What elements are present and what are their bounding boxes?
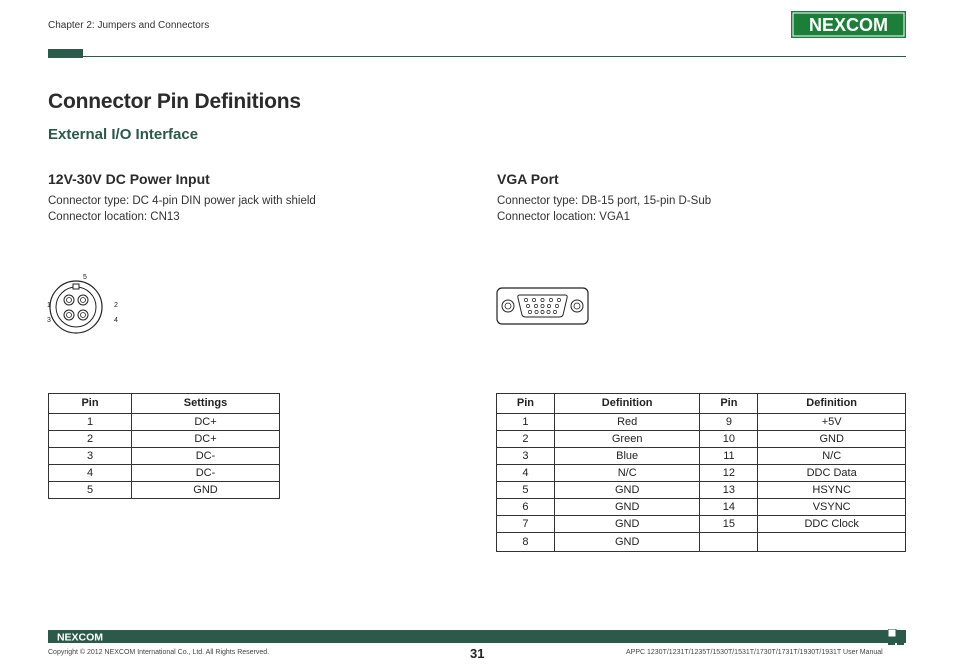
table-cell: 2 xyxy=(497,431,555,448)
logo-text: NEXCOM xyxy=(808,15,889,35)
table-cell xyxy=(758,533,906,552)
table-row xyxy=(497,533,906,552)
vga-connector-type: Connector type: DB-15 port, 15-pin D-Sub xyxy=(497,195,712,207)
table-cell: 15 xyxy=(700,516,758,533)
vga-connector-location: Connector location: VGA1 xyxy=(497,211,630,223)
column-header: Pin xyxy=(700,394,758,414)
table-row xyxy=(497,414,906,431)
table-cell: HSYNC xyxy=(758,482,906,499)
table-row xyxy=(497,465,906,482)
table-cell: DC- xyxy=(132,448,280,465)
dc-power-title: 12V-30V DC Power Input xyxy=(48,171,210,187)
table-cell: GND xyxy=(554,499,700,516)
table-row xyxy=(497,516,906,533)
dc-power-description xyxy=(48,193,316,225)
table-row xyxy=(49,448,280,465)
table-row xyxy=(497,499,906,516)
table-cell: GND xyxy=(132,482,280,499)
table-cell: +5V xyxy=(758,414,906,431)
table-cell: 12 xyxy=(700,465,758,482)
dc-pin-table xyxy=(48,393,280,499)
copyright-text: Copyright © 2012 NEXCOM International Co., Ltd. All Rights Reserved. xyxy=(48,649,270,656)
table-cell: 2 xyxy=(49,431,132,448)
page-number: 31 xyxy=(470,646,485,661)
table-cell: 5 xyxy=(49,482,132,499)
table-cell: DC- xyxy=(132,465,280,482)
table-row xyxy=(497,448,906,465)
dc-pin-label-4: 4 xyxy=(114,317,118,324)
footer-bar xyxy=(48,630,906,643)
corner-squares-icon xyxy=(888,629,908,645)
vga-description xyxy=(497,193,711,225)
table-cell: GND xyxy=(554,516,700,533)
table-cell: 10 xyxy=(700,431,758,448)
table-cell: 13 xyxy=(700,482,758,499)
table-cell: N/C xyxy=(554,465,700,482)
header-divider xyxy=(48,56,906,57)
table-cell xyxy=(700,533,758,552)
table-cell: 7 xyxy=(497,516,555,533)
table-cell: GND xyxy=(758,431,906,448)
table-cell: GND xyxy=(554,482,700,499)
table-header-row xyxy=(497,394,906,414)
dc-jack-diagram xyxy=(44,270,124,335)
dc-pin-label-5: 5 xyxy=(83,274,87,281)
vga-pin-table xyxy=(496,393,906,552)
table-cell: 1 xyxy=(497,414,555,431)
dc-pin-label-2: 2 xyxy=(114,302,118,309)
manual-name: APPC 1230T/1231T/1235T/1530T/1531T/1730T/1731T/1930T/1931T User Manual xyxy=(626,649,883,656)
table-cell: VSYNC xyxy=(758,499,906,516)
dc-connector-location: Connector location: CN13 xyxy=(48,211,180,223)
table-cell: 11 xyxy=(700,448,758,465)
column-header: Definition xyxy=(554,394,700,414)
nexcom-footer-logo xyxy=(52,631,108,642)
column-header: Pin xyxy=(497,394,555,414)
table-cell: Blue xyxy=(554,448,700,465)
table-cell: 4 xyxy=(497,465,555,482)
table-cell: 14 xyxy=(700,499,758,516)
table-cell: 3 xyxy=(49,448,132,465)
table-cell: 9 xyxy=(700,414,758,431)
table-cell: DDC Data xyxy=(758,465,906,482)
column-header: Definition xyxy=(758,394,906,414)
dc-connector-type: Connector type: DC 4-pin DIN power jack with shield xyxy=(48,195,316,207)
dc-pin-label-3: 3 xyxy=(47,317,51,324)
table-cell: 1 xyxy=(49,414,132,431)
section-title: External I/O Interface xyxy=(48,126,199,143)
nexcom-logo xyxy=(791,11,906,38)
table-cell: 3 xyxy=(497,448,555,465)
table-cell: 5 xyxy=(497,482,555,499)
chapter-header: Chapter 2: Jumpers and Connectors xyxy=(48,20,210,31)
vga-port-diagram xyxy=(496,286,590,326)
table-cell: 4 xyxy=(49,465,132,482)
table-header-row xyxy=(49,394,280,414)
footer-logo-text: NEXCOM xyxy=(56,631,104,642)
dc-pin-label-1: 1 xyxy=(47,302,51,309)
table-cell: DC+ xyxy=(132,431,280,448)
table-cell: N/C xyxy=(758,448,906,465)
table-row xyxy=(497,482,906,499)
table-cell: DC+ xyxy=(132,414,280,431)
table-cell: Red xyxy=(554,414,700,431)
page-title: Connector Pin Definitions xyxy=(48,90,301,113)
table-cell: 6 xyxy=(497,499,555,516)
table-row xyxy=(49,465,280,482)
column-header: Settings xyxy=(132,394,280,414)
table-cell: GND xyxy=(554,533,700,552)
column-header: Pin xyxy=(49,394,132,414)
table-row xyxy=(497,431,906,448)
table-row xyxy=(49,482,280,499)
table-row xyxy=(49,414,280,431)
table-row xyxy=(49,431,280,448)
vga-title: VGA Port xyxy=(497,171,559,187)
table-cell: DDC Clock xyxy=(758,516,906,533)
table-cell: Green xyxy=(554,431,700,448)
table-cell: 8 xyxy=(497,533,555,552)
